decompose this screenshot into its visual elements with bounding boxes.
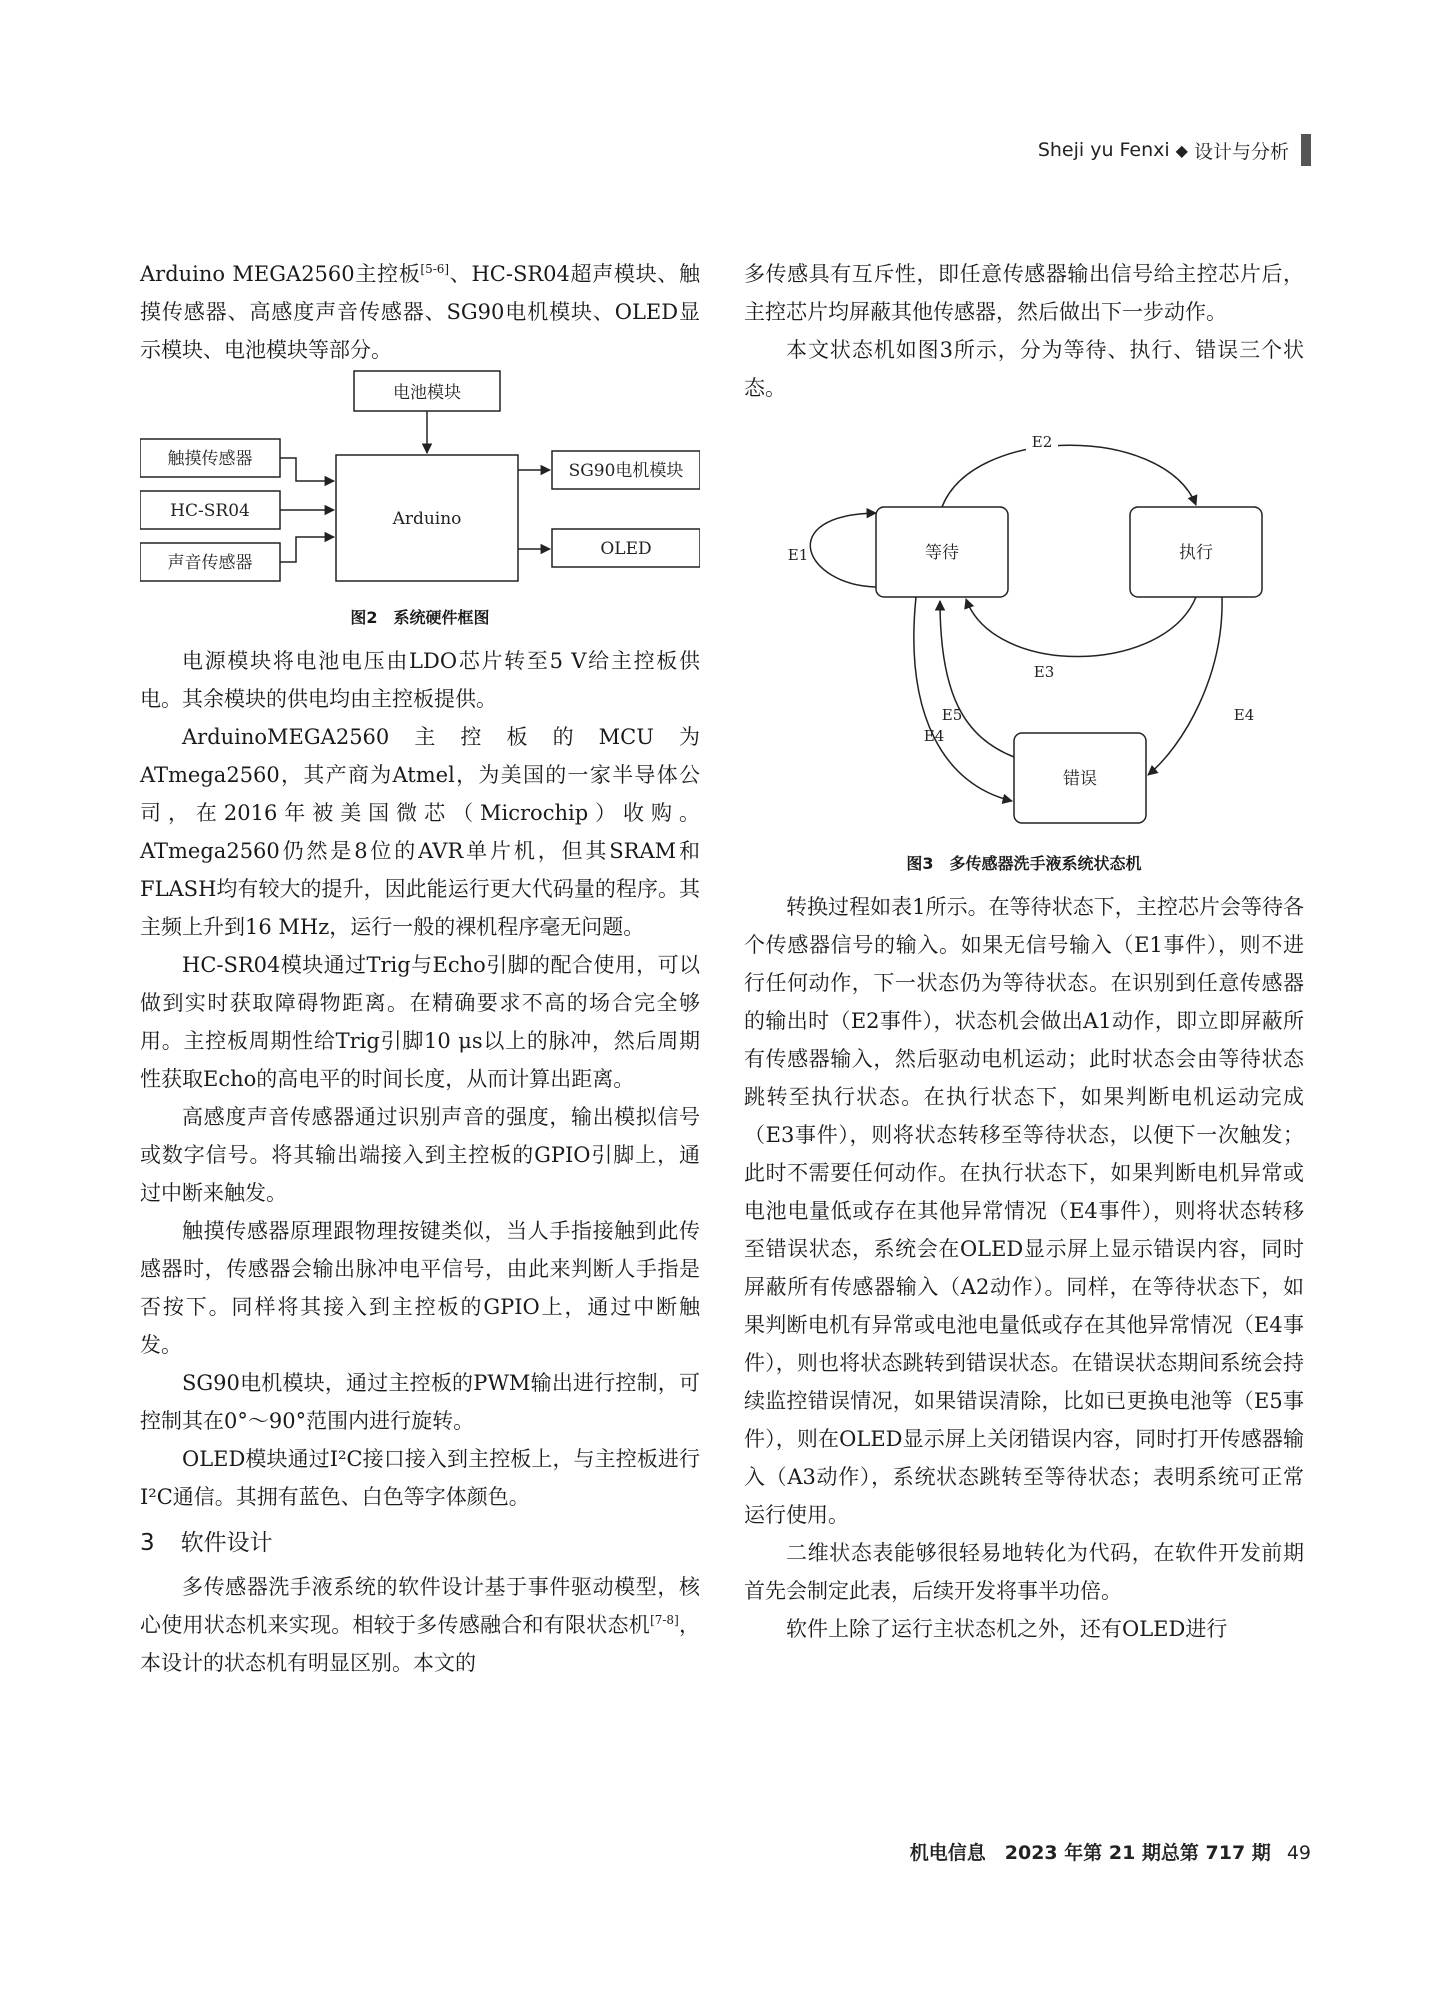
event-e2-label: E2 bbox=[1031, 433, 1053, 451]
citation[interactable]: [7-8] bbox=[650, 1613, 679, 1627]
paragraph: Arduino MEGA2560主控板[5-6]、HC-SR04超声模块、触摸传感器、高感度声音传感器、SG90电机模块、OLED显示模块、电池模块等部分。 bbox=[140, 262, 700, 362]
header-bar bbox=[1301, 134, 1311, 166]
hcsr04-label: HC-SR04 bbox=[170, 501, 250, 521]
paragraph: 二维状态表能够很轻易地转化为代码，在软件开发前期首先会制定此表，后续开发将事半功倍。 bbox=[744, 1541, 1304, 1603]
page-number: 49 bbox=[1286, 1842, 1311, 1864]
state-execute-label: 执行 bbox=[1179, 543, 1213, 563]
paragraph: 本文状态机如图3所示，分为等待、执行、错误三个状态。 bbox=[744, 338, 1304, 400]
citation[interactable]: [5-6] bbox=[420, 262, 450, 276]
figure-3-state-machine bbox=[744, 415, 1304, 845]
paragraph: 软件上除了运行主状态机之外，还有OLED进行 bbox=[786, 1617, 1228, 1641]
event-e5-label: E5 bbox=[941, 706, 963, 724]
paragraph: 多传感器洗手液系统的软件设计基于事件驱动模型，核心使用状态机来实现。相较于多传感融合和有限状态机[7-8]，本设计的状态机有明显区别。本文的 bbox=[140, 1575, 701, 1675]
running-header bbox=[1038, 134, 1311, 166]
battery-module-label: 电池模块 bbox=[393, 383, 461, 403]
paragraph: 高感度声音传感器通过识别声音的强度，输出模拟信号或数字信号。将其输出端接入到主控板的GPIO引脚上，通过中断来触发。 bbox=[140, 1105, 700, 1205]
paragraph: 电源模块将电池电压由LDO芯片转至5 V给主控板供电。其余模块的供电均由主控板提供。 bbox=[140, 649, 700, 711]
paragraph: 转换过程如表1所示。在等待状态下，主控芯片会等待各个传感器信号的输入。如果无信号输入（E1事件），则不进行任何动作，下一状态仍为等待状态。在识别到任意传感器的输出时（E2事件），状态机会做出A1动作，即立即屏蔽所有传感器输入，然后驱动电机运动；此时状态会由等待状态跳转至执行状态。在执行状态下，如果判断电机运动完成（E3事件），则将状态转移至等待状态，以便下一次触发；此时不需要任何动作。在执行状态下，如果判断电机异常或电池电量低或存在其他异常情况（E4事件），则将状态转移至错误状态，系统会在OLED显示屏上显示错误内容，同时屏蔽所有传感器输入（A2动作）。同样，在等待状态下，如果判断电机有异常或电池电量低或存在其他异常情况（E4事件），则也将状态跳转到错误状态。在错误状态期间系统会持续监控错误情况，如果错误清除，比如已更换电池等（E5事件），则在OLED显示屏上关闭错误内容，同时打开传感器输入（A3动作），系统状态跳转至等待状态；表明系统可正常运行使用。 bbox=[744, 895, 1304, 1527]
section-title: 软件设计 bbox=[180, 1530, 273, 1556]
figure-3-caption: 图3 多传感器洗手液系统状态机 bbox=[906, 854, 1142, 873]
running-footer bbox=[910, 1838, 1311, 1865]
event-e4-label: E4 bbox=[1233, 706, 1255, 724]
right-column bbox=[744, 255, 1304, 1648]
section-number: 3 bbox=[140, 1530, 155, 1556]
figure-2-hardware-diagram bbox=[140, 369, 700, 599]
paragraph: 多传感具有互斥性，即任意传感器输出信号给主控芯片后，主控芯片均屏蔽其他传感器，然后做出下一步动作。 bbox=[744, 262, 1304, 324]
event-e4-label: E4 bbox=[923, 727, 945, 745]
state-wait-label: 等待 bbox=[925, 543, 959, 563]
oled-label: OLED bbox=[600, 539, 652, 559]
figure-2-caption: 图2 系统硬件框图 bbox=[350, 608, 490, 627]
state-error-label: 错误 bbox=[1063, 769, 1097, 789]
left-column bbox=[140, 255, 700, 1682]
arduino-label: Arduino bbox=[392, 509, 462, 529]
header-section: 设计与分析 bbox=[1193, 140, 1289, 163]
sound-sensor-label: 声音传感器 bbox=[167, 553, 253, 573]
journal-issue: 机电信息 2023 年第 21 期总第 717 期 bbox=[909, 1842, 1271, 1864]
paragraph: ArduinoMEGA2560主控板的MCU为ATmega2560，其产商为Atmel，为美国的一家半导体公司，在2016年被美国微芯（Microchip）收购。ATmega2560仍然是8位的AVR单片机，但其SRAM和FLASH均有较大的提升，因此能运行更大代码量的程序。其主频上升到16 MHz，运行一般的裸机程序毫无问题。 bbox=[140, 725, 700, 939]
diamond-icon: ◆ bbox=[1175, 140, 1188, 160]
section-heading bbox=[140, 1524, 700, 1562]
header-pinyin: Sheji yu Fenxi bbox=[1037, 139, 1170, 161]
paragraph: 触摸传感器原理跟物理按键类似，当人手指接触到此传感器时，传感器会输出脉冲电平信号，由此来判断人手指是否按下。同样将其接入到主控板的GPIO上，通过中断触发。 bbox=[140, 1219, 700, 1357]
paragraph: SG90电机模块，通过主控板的PWM输出进行控制，可控制其在0°～90°范围内进行旋转。 bbox=[140, 1371, 700, 1433]
event-e3-label: E3 bbox=[1033, 663, 1055, 681]
sg90-motor-label: SG90电机模块 bbox=[568, 461, 684, 481]
paragraph: OLED模块通过I²C接口接入到主控板上，与主控板进行I²C通信。其拥有蓝色、白色等字体颜色。 bbox=[140, 1447, 700, 1509]
event-e1-label: E1 bbox=[787, 546, 809, 564]
touch-sensor-label: 触摸传感器 bbox=[167, 449, 253, 469]
paragraph: HC-SR04模块通过Trig与Echo引脚的配合使用，可以做到实时获取障碍物距离。在精确要求不高的场合完全够用。主控板周期性给Trig引脚10 μs以上的脉冲，然后周期性获取Echo的高电平的时间长度，从而计算出距离。 bbox=[140, 953, 700, 1091]
